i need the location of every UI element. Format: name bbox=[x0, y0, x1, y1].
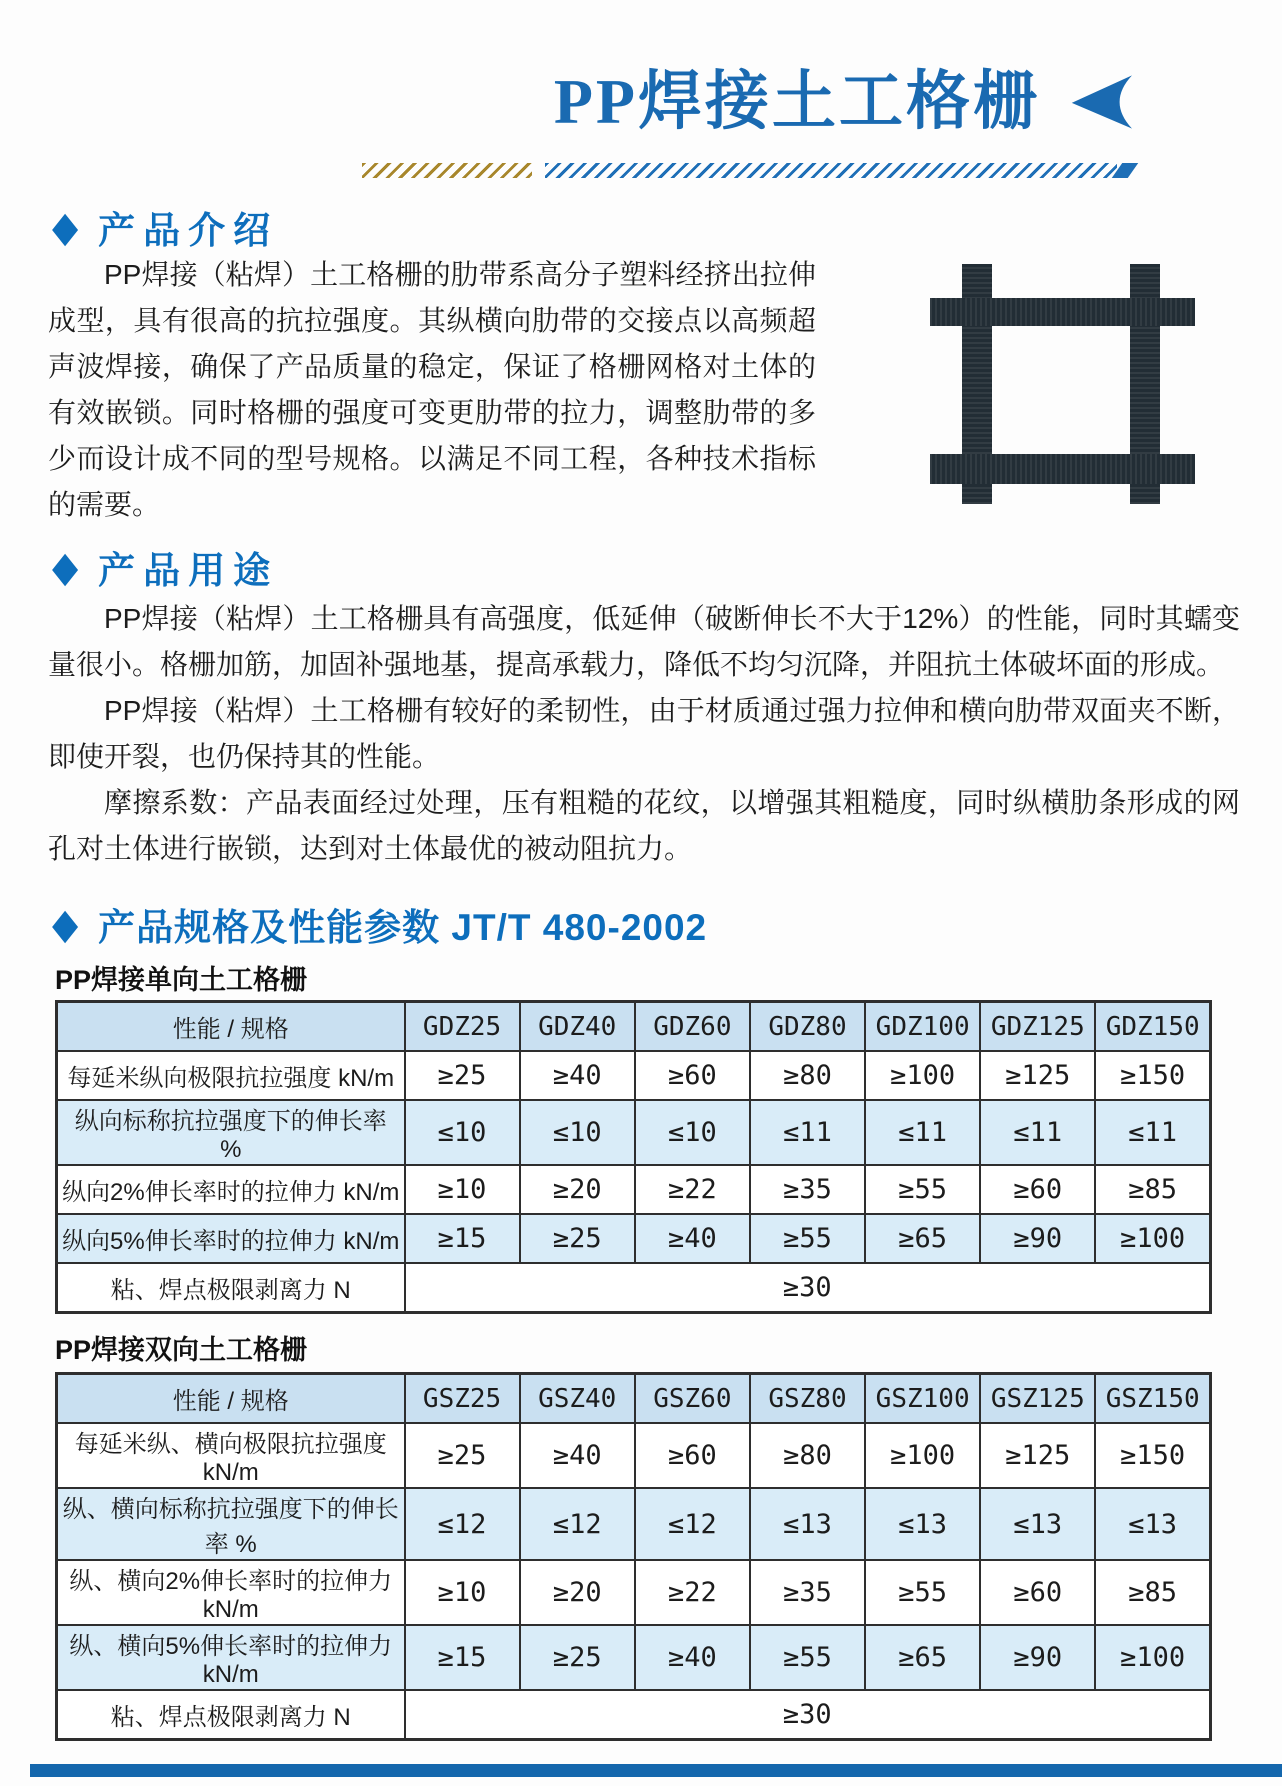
value-cell: ≥25 bbox=[520, 1214, 635, 1263]
geogrid-horizontal-strap bbox=[930, 298, 1195, 326]
section-heading-usage bbox=[52, 540, 278, 594]
value-cell: ≥125 bbox=[980, 1051, 1095, 1100]
back-arrow-icon bbox=[1070, 73, 1132, 131]
value-cell: ≥80 bbox=[750, 1423, 865, 1488]
intro-paragraph bbox=[48, 252, 816, 528]
page-header bbox=[553, 66, 1132, 137]
value-cell: ≥55 bbox=[865, 1560, 980, 1625]
value-cell: ≤13 bbox=[980, 1488, 1095, 1560]
value-cell: ≥150 bbox=[1095, 1423, 1210, 1488]
usage-paragraph: PP焊接（粘焊）土工格栅具有高强度，低延伸（破断伸长不大于12%）的性能，同时其蠕变量很小。格栅加筋，加固补强地基，提高承载力，降低不均匀沉降，并阻抗土体破坏面的形成。 bbox=[48, 603, 1240, 680]
value-cell: ≤10 bbox=[520, 1100, 635, 1165]
value-cell: ≤11 bbox=[980, 1100, 1095, 1165]
row-label-cell: 纵、横向标称抗拉强度下的伸长率 % bbox=[57, 1488, 405, 1560]
table-row bbox=[57, 1423, 1211, 1488]
value-cell: ≥65 bbox=[865, 1625, 980, 1690]
usage-paragraph: PP焊接（粘焊）土工格栅有较好的柔韧性，由于材质通过强力拉伸和横向肋带双面夹不断，即使开裂，也仍保持其的性能。 bbox=[48, 695, 1240, 772]
col-header-cell: GDZ150 bbox=[1095, 1002, 1210, 1052]
section-heading-specs bbox=[52, 897, 707, 951]
section-heading-specs-label: 产品规格及性能参数 JT/T 480-2002 bbox=[98, 907, 708, 948]
diamond-icon: ◆ bbox=[52, 203, 79, 251]
value-cell: ≥150 bbox=[1095, 1051, 1210, 1100]
col-header-cell: GSZ60 bbox=[635, 1374, 750, 1424]
table-row bbox=[57, 1051, 1211, 1100]
divider-gold-stripes bbox=[362, 163, 532, 178]
col-header-cell: GSZ150 bbox=[1095, 1374, 1210, 1424]
section-heading-usage-label: 产品用途 bbox=[98, 550, 279, 591]
geogrid-horizontal-strap bbox=[930, 454, 1195, 484]
value-cell: ≥35 bbox=[750, 1560, 865, 1625]
row-label-cell: 纵、横向2%伸长率时的拉伸力 kN/m bbox=[57, 1560, 405, 1625]
page-title: PP焊接土工格栅 bbox=[553, 66, 1040, 137]
value-cell: ≥25 bbox=[405, 1423, 520, 1488]
row-label-cell: 纵向标称抗拉强度下的伸长率 % bbox=[57, 1100, 405, 1165]
value-cell: ≥125 bbox=[980, 1423, 1095, 1488]
value-cell: ≥40 bbox=[520, 1423, 635, 1488]
col-header-cell: GSZ100 bbox=[865, 1374, 980, 1424]
diamond-icon: ◆ bbox=[52, 543, 79, 591]
value-cell: ≤10 bbox=[635, 1100, 750, 1165]
value-cell: ≥100 bbox=[1095, 1214, 1210, 1263]
value-cell: ≥100 bbox=[865, 1051, 980, 1100]
table-row bbox=[57, 1165, 1211, 1214]
value-cell: ≥40 bbox=[520, 1051, 635, 1100]
col-header-cell: GDZ60 bbox=[635, 1002, 750, 1052]
value-cell: ≥55 bbox=[750, 1625, 865, 1690]
value-cell: ≥10 bbox=[405, 1165, 520, 1214]
intro-paragraph-text: PP焊接（粘焊）土工格栅的肋带系高分子塑料经挤出拉伸成型，具有很高的抗拉强度。其纵横向肋带的交接点以高频超声波焊接，确保了产品质量的稳定，保证了格栅网格对土体的有效嵌锁。同时格栅的强度可变更肋带的拉力，调整肋带的多少而设计成不同的型号规格。以满足不同工程，各种技术指标的需要。 bbox=[48, 259, 816, 520]
value-cell: ≤12 bbox=[405, 1488, 520, 1560]
value-cell: ≥60 bbox=[980, 1165, 1095, 1214]
value-cell: ≥20 bbox=[520, 1560, 635, 1625]
table-header-row bbox=[57, 1374, 1211, 1424]
value-cell: ≥25 bbox=[520, 1625, 635, 1690]
section-heading-intro-label: 产品介绍 bbox=[98, 210, 279, 251]
spec-table-unidirectional bbox=[55, 1000, 1212, 1314]
row-label-cell: 粘、焊点极限剥离力 N bbox=[57, 1690, 405, 1740]
usage-paragraphs bbox=[48, 596, 1240, 872]
value-cell: ≥65 bbox=[865, 1214, 980, 1263]
table-row bbox=[57, 1488, 1211, 1560]
col-header-cell: GSZ80 bbox=[750, 1374, 865, 1424]
value-cell: ≥60 bbox=[980, 1560, 1095, 1625]
table-row bbox=[57, 1625, 1211, 1690]
value-cell: ≤11 bbox=[1095, 1100, 1210, 1165]
value-cell: ≥100 bbox=[865, 1423, 980, 1488]
value-cell: ≤13 bbox=[1095, 1488, 1210, 1560]
value-cell: ≥90 bbox=[980, 1625, 1095, 1690]
row-label-cell: 每延米纵、横向极限抗拉强度 kN/m bbox=[57, 1423, 405, 1488]
table-row bbox=[57, 1690, 1211, 1740]
value-cell: ≥22 bbox=[635, 1560, 750, 1625]
value-cell: ≥85 bbox=[1095, 1165, 1210, 1214]
value-cell: ≥55 bbox=[750, 1214, 865, 1263]
merged-value-cell: ≥30 bbox=[405, 1690, 1211, 1740]
value-cell: ≥40 bbox=[635, 1625, 750, 1690]
table-label-unidirectional: PP焊接单向土工格栅 bbox=[55, 965, 308, 995]
value-cell: ≥60 bbox=[635, 1051, 750, 1100]
merged-value-cell: ≥30 bbox=[405, 1263, 1211, 1313]
row-label-cell: 粘、焊点极限剥离力 N bbox=[57, 1263, 405, 1313]
value-cell: ≥10 bbox=[405, 1560, 520, 1625]
value-cell: ≥80 bbox=[750, 1051, 865, 1100]
value-cell: ≥100 bbox=[1095, 1625, 1210, 1690]
value-cell: ≤11 bbox=[865, 1100, 980, 1165]
value-cell: ≥35 bbox=[750, 1165, 865, 1214]
divider-blue-stripes bbox=[545, 163, 1117, 178]
value-cell: ≤10 bbox=[405, 1100, 520, 1165]
col-header-cell: GDZ80 bbox=[750, 1002, 865, 1052]
row-label-cell: 纵、横向5%伸长率时的拉伸力 kN/m bbox=[57, 1625, 405, 1690]
value-cell: ≤13 bbox=[750, 1488, 865, 1560]
table-label-bidirectional: PP焊接双向土工格栅 bbox=[55, 1335, 308, 1365]
col-header-cell: GDZ40 bbox=[520, 1002, 635, 1052]
value-cell: ≥25 bbox=[405, 1051, 520, 1100]
table-row bbox=[57, 1214, 1211, 1263]
table-row bbox=[57, 1100, 1211, 1165]
value-cell: ≥15 bbox=[405, 1214, 520, 1263]
col-header-cell: 性能 / 规格 bbox=[57, 1374, 405, 1424]
value-cell: ≤12 bbox=[635, 1488, 750, 1560]
col-header-cell: GSZ125 bbox=[980, 1374, 1095, 1424]
usage-paragraph: 摩擦系数：产品表面经过处理，压有粗糙的花纹，以增强其粗糙度，同时纵横肋条形成的网孔对土体进行嵌锁，达到对土体最优的被动阻抗力。 bbox=[48, 787, 1240, 864]
value-cell: ≥90 bbox=[980, 1214, 1095, 1263]
footer-bar bbox=[30, 1764, 1282, 1777]
row-label-cell: 纵向2%伸长率时的拉伸力 kN/m bbox=[57, 1165, 405, 1214]
row-label-cell: 纵向5%伸长率时的拉伸力 kN/m bbox=[57, 1214, 405, 1263]
value-cell: ≤11 bbox=[750, 1100, 865, 1165]
value-cell: ≥85 bbox=[1095, 1560, 1210, 1625]
section-heading-intro bbox=[52, 200, 278, 254]
value-cell: ≥15 bbox=[405, 1625, 520, 1690]
col-header-cell: 性能 / 规格 bbox=[57, 1002, 405, 1052]
col-header-cell: GDZ125 bbox=[980, 1002, 1095, 1052]
table-row bbox=[57, 1560, 1211, 1625]
table-row bbox=[57, 1263, 1211, 1313]
col-header-cell: GSZ25 bbox=[405, 1374, 520, 1424]
value-cell: ≥22 bbox=[635, 1165, 750, 1214]
table-header-row bbox=[57, 1002, 1211, 1052]
row-label-cell: 每延米纵向极限抗拉强度 kN/m bbox=[57, 1051, 405, 1100]
value-cell: ≥60 bbox=[635, 1423, 750, 1488]
spec-table-bidirectional bbox=[55, 1372, 1212, 1741]
value-cell: ≤12 bbox=[520, 1488, 635, 1560]
value-cell: ≥55 bbox=[865, 1165, 980, 1214]
diamond-icon: ◆ bbox=[52, 900, 79, 948]
col-header-cell: GDZ100 bbox=[865, 1002, 980, 1052]
value-cell: ≤13 bbox=[865, 1488, 980, 1560]
value-cell: ≥40 bbox=[635, 1214, 750, 1263]
geogrid-product-photo bbox=[930, 228, 1195, 506]
value-cell: ≥20 bbox=[520, 1165, 635, 1214]
col-header-cell: GSZ40 bbox=[520, 1374, 635, 1424]
col-header-cell: GDZ25 bbox=[405, 1002, 520, 1052]
